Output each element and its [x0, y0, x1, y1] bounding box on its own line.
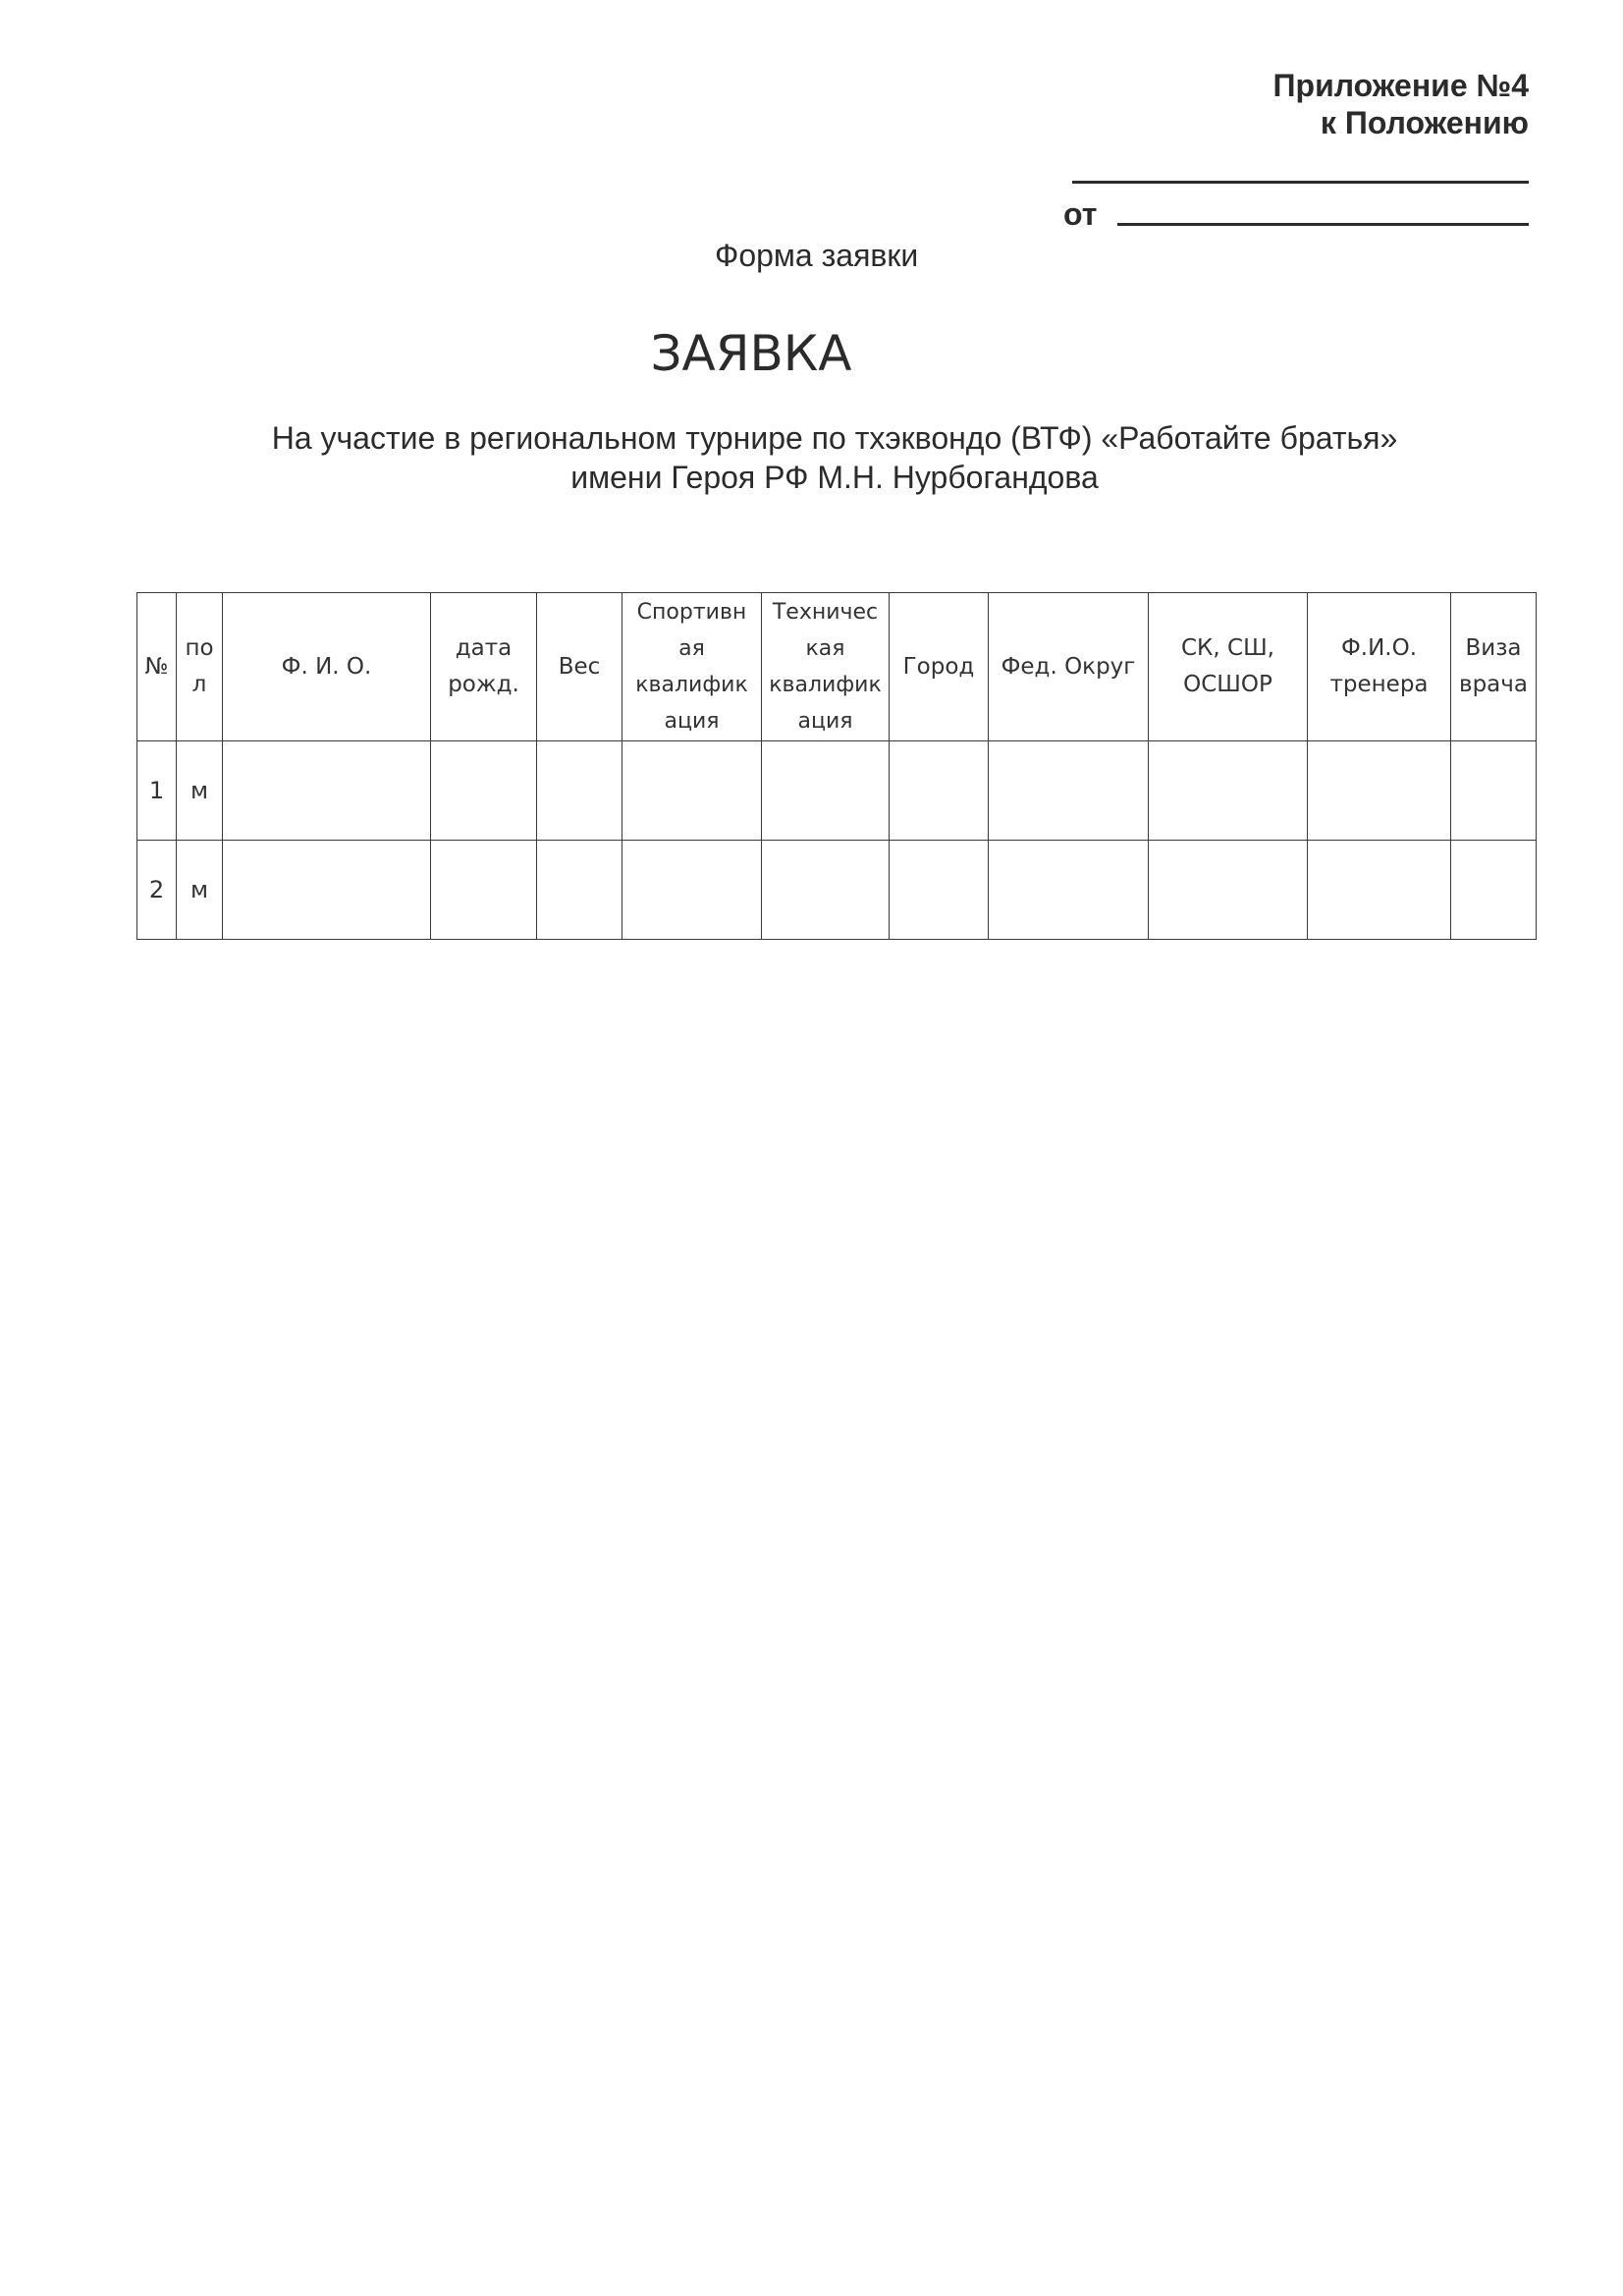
appendix-title: Приложение №4	[1272, 68, 1529, 103]
row-doctor-cell[interactable]	[1451, 741, 1537, 841]
header-city: Город	[890, 593, 989, 741]
subtitle-line-2: имени Героя РФ М.Н. Нурбогандова	[570, 460, 1099, 495]
header-sex-line: по	[185, 635, 214, 661]
table-row	[137, 841, 1537, 940]
page-title: ЗАЯВКА	[650, 325, 852, 382]
header-dob	[431, 593, 537, 741]
subtitle-line-1: На участие в региональном турнире по тхэквондо (ВТФ) «Работайте братья»	[271, 420, 1398, 456]
row-doctor-cell[interactable]	[1451, 841, 1537, 940]
row-weight-cell[interactable]	[537, 841, 622, 940]
header-doctor-line: Виза	[1465, 635, 1522, 661]
header-dob-line: дата	[455, 635, 513, 661]
header-sex-line: л	[191, 672, 207, 697]
header-doctor-line: врача	[1459, 672, 1528, 697]
header-coach-line: Ф.И.О.	[1340, 635, 1418, 661]
row-weight-cell[interactable]	[537, 741, 622, 841]
row-school-cell[interactable]	[1149, 741, 1308, 841]
row-num: 1	[137, 741, 177, 841]
header-coach-line: тренера	[1329, 672, 1429, 697]
row-coach-cell[interactable]	[1308, 741, 1451, 841]
header-coach	[1308, 593, 1451, 741]
header-sport-qualification-line: Спортивн	[636, 600, 747, 625]
header-sport-qualification-line: квалифик	[635, 673, 748, 697]
row-sport-qualification-cell[interactable]	[622, 741, 762, 841]
header-school-line: СК, СШ,	[1181, 635, 1274, 661]
row-sex[interactable]: м	[177, 841, 223, 940]
header-tech-qualification-line: Техничес	[772, 600, 879, 625]
form-label: Форма заявки	[715, 238, 919, 273]
row-sex[interactable]: м	[177, 741, 223, 841]
header-tech-qualification	[762, 593, 890, 741]
header-tech-qualification-line: ация	[797, 709, 853, 734]
header-doctor	[1451, 593, 1537, 741]
row-city-cell[interactable]	[890, 741, 989, 841]
header-sport-qualification	[622, 593, 762, 741]
row-school-cell[interactable]	[1149, 841, 1308, 940]
date-line[interactable]	[1117, 223, 1529, 226]
table-header-row	[137, 593, 1537, 741]
row-dob-cell[interactable]	[431, 841, 537, 940]
table-row	[137, 741, 1537, 841]
header-num: №	[137, 593, 177, 741]
row-coach-cell[interactable]	[1308, 841, 1451, 940]
row-fio-cell[interactable]	[223, 741, 431, 841]
header-district: Фед. Округ	[989, 593, 1149, 741]
row-district-cell[interactable]	[989, 741, 1149, 841]
document-number-line[interactable]	[1072, 181, 1529, 184]
header-weight: Вес	[537, 593, 622, 741]
appendix-subtitle: к Положению	[1320, 105, 1529, 140]
header-dob-line: рожд.	[448, 672, 519, 697]
row-sport-qualification-cell[interactable]	[622, 841, 762, 940]
row-fio-cell[interactable]	[223, 841, 431, 940]
header-sex	[177, 593, 223, 741]
row-city-cell[interactable]	[890, 841, 989, 940]
header-sport-qualification-line: ация	[664, 709, 720, 734]
subtitle	[196, 418, 1473, 497]
date-from-label: от	[1063, 196, 1098, 232]
row-tech-qualification-cell[interactable]	[762, 741, 890, 841]
header-tech-qualification-line: квалифик	[769, 673, 882, 697]
appendix-block	[1273, 67, 1529, 141]
row-district-cell[interactable]	[989, 841, 1149, 940]
row-num: 2	[137, 841, 177, 940]
entries-table	[136, 592, 1537, 940]
header-fio: Ф. И. О.	[223, 593, 431, 741]
row-dob-cell[interactable]	[431, 741, 537, 841]
header-tech-qualification-line: кая	[805, 636, 845, 661]
header-school	[1149, 593, 1308, 741]
row-tech-qualification-cell[interactable]	[762, 841, 890, 940]
header-school-line: ОСШОР	[1183, 672, 1272, 697]
header-sport-qualification-line: ая	[678, 636, 705, 661]
